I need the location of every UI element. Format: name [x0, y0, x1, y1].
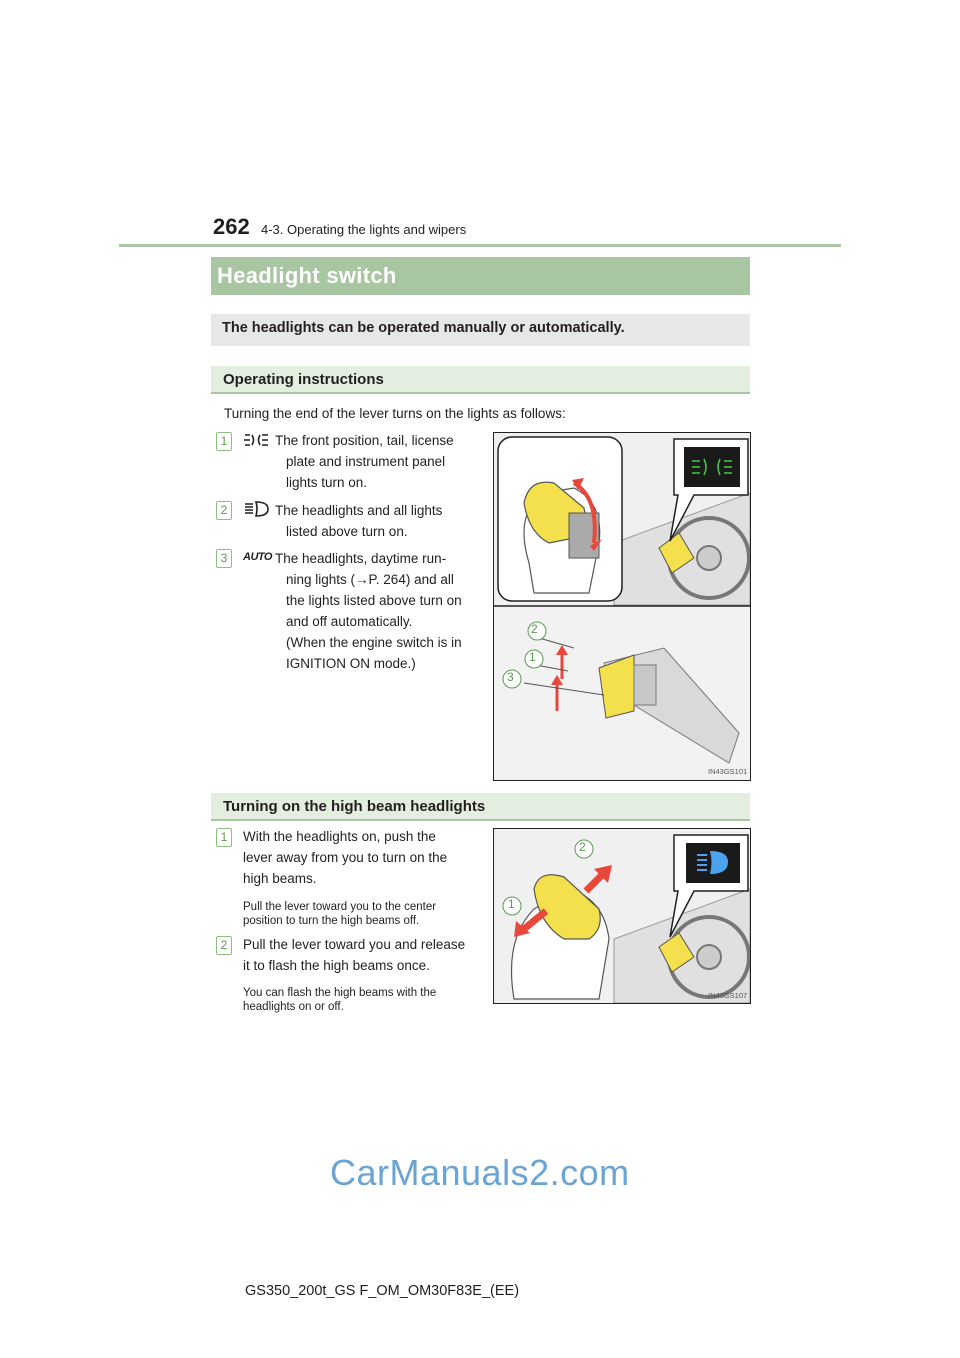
- hb-step-2-text: Pull the lever toward you and release it to flash the high beams once.: [243, 937, 466, 973]
- section-reference: 4-3. Operating the lights and wipers: [261, 222, 467, 237]
- step-badge-2: 2: [216, 501, 232, 520]
- hb-step-badge-2: 2: [216, 936, 232, 955]
- watermark-link[interactable]: CarManuals2.com: [330, 1152, 630, 1193]
- callout-2: 2: [531, 622, 538, 636]
- hb-step-2-note: You can flash the high beams with the headlights on or off.: [243, 987, 437, 1013]
- intro-text: The headlights can be operated manually or automatically.: [222, 320, 625, 336]
- headlight-switch-illustration: [493, 432, 751, 781]
- step-3-text: The headlights, daytime run- ning lights (→P. 264) and all the lights listed above turn on and off automatically. (When the engine switch is in IGNITION ON mode.): [275, 551, 462, 671]
- step-badge-1: 1: [216, 432, 232, 451]
- high-beam-heading: Turning on the high beam headlights: [223, 798, 486, 815]
- operating-heading: Operating instructions: [223, 371, 384, 388]
- tail-light-icon: [243, 433, 269, 447]
- step-badge-3: 3: [216, 549, 232, 568]
- hb-image-code: IN43GS107: [708, 991, 748, 1000]
- step-2-text: The headlights and all lights listed above turn on.: [275, 503, 443, 539]
- hb-callout-2: 2: [579, 840, 586, 854]
- step-1-text: The front position, tail, license plate and instrument panel lights turn on.: [275, 433, 454, 490]
- footer-model-code: GS350_200t_GS F_OM_OM30F83E_(EE): [245, 1283, 520, 1299]
- hb-callout-1: 1: [508, 897, 515, 911]
- hb-step-1-text: With the headlights on, push the lever away from you to turn on the high beams.: [243, 829, 448, 886]
- auto-icon: AUTO: [243, 551, 272, 563]
- image-code: IN43GS101: [708, 767, 748, 776]
- page-title: Headlight switch: [217, 263, 397, 288]
- headlight-icon: [244, 501, 270, 517]
- page-number: 262: [213, 214, 250, 239]
- operating-lead: Turning the end of the lever turns on the lights as follows:: [224, 406, 566, 421]
- callout-3: 3: [507, 670, 514, 684]
- hb-step-1-note: Pull the lever toward you to the center position to turn the high beams off.: [243, 901, 437, 927]
- header-divider: [119, 244, 841, 247]
- hb-step-badge-1: 1: [216, 828, 232, 847]
- callout-1: 1: [529, 650, 536, 664]
- high-beam-illustration: [493, 828, 751, 1004]
